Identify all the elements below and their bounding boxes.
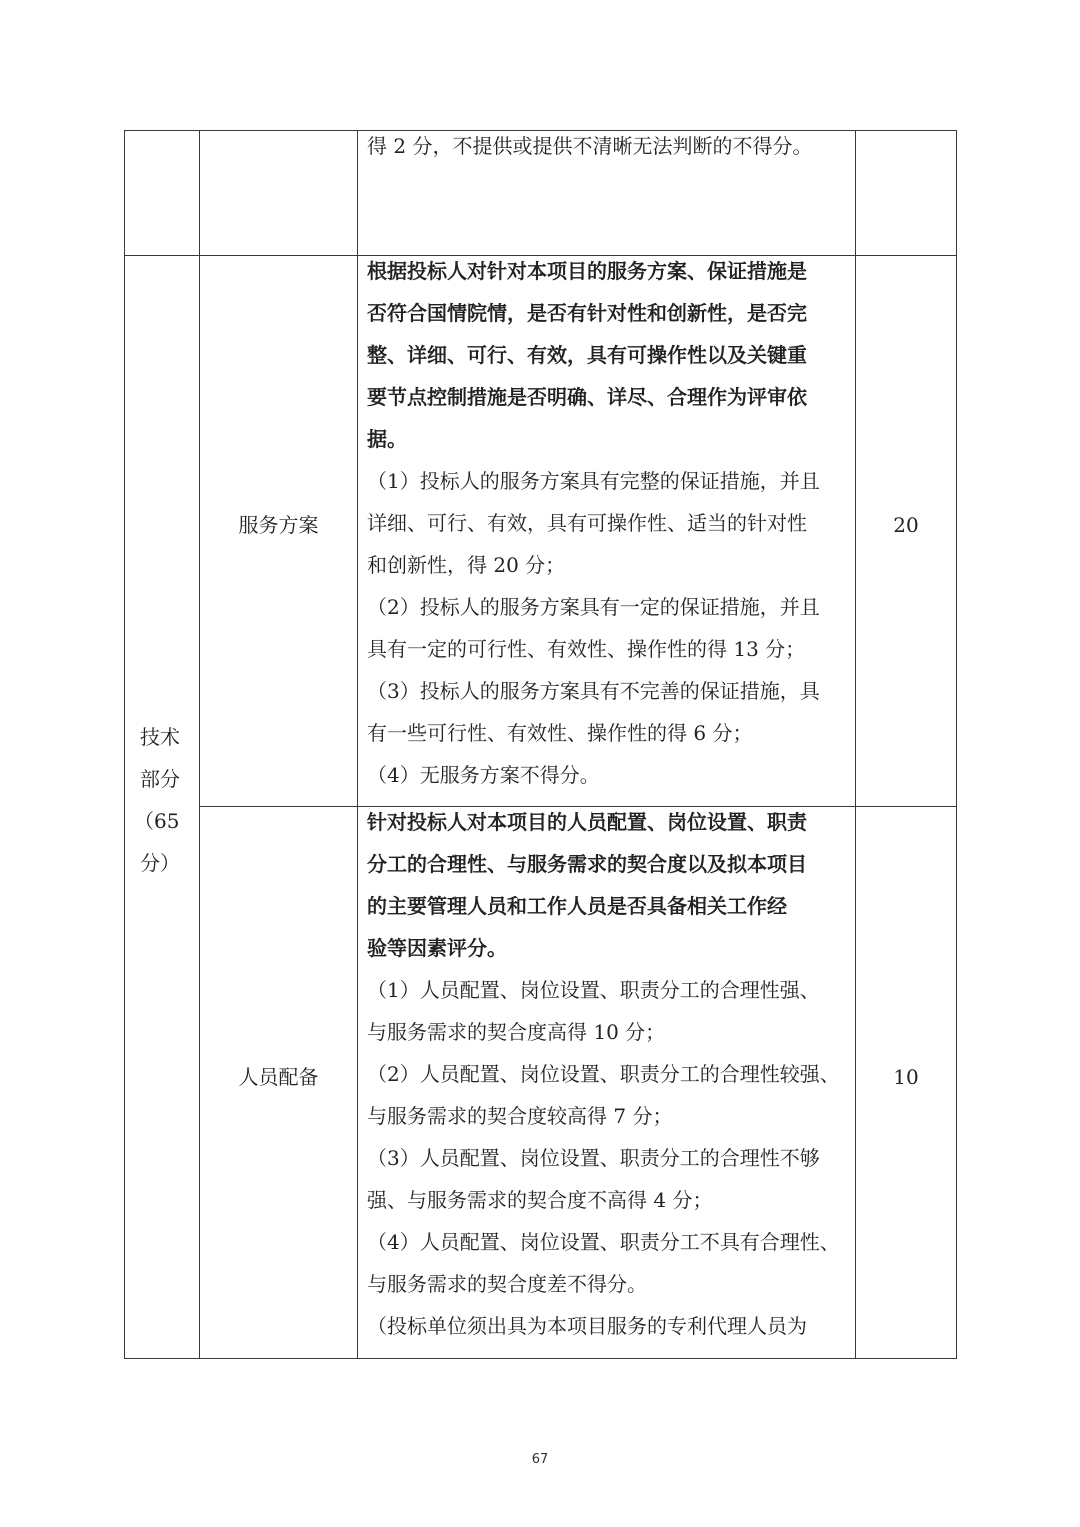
criteria-line: 和创新性，得 20 分； [367,553,566,577]
criteria-line: 与服务需求的契合度差不得分。 [367,1272,647,1296]
item-name-service-plan: 服务方案 [238,513,319,537]
table-border-left [124,130,125,1359]
criteria-line: 与服务需求的契合度高得 10 分； [367,1020,666,1044]
criteria-line: （投标单位须出具为本项目服务的专利代理人员为 [367,1314,807,1338]
category-text-line: 技术 [140,725,180,749]
category-text-line: 分） [140,851,180,875]
criteria-line: （3）投标人的服务方案具有不完善的保证措施，具 [367,679,820,703]
page-number: 67 [531,1452,549,1467]
criteria-bold-line: 否符合国情院情，是否有针对性和创新性，是否完 [367,301,807,325]
criteria-bold-line: 要节点控制措施是否明确、详尽、合理作为评审依 [367,385,807,409]
criteria-line: 具有一定的可行性、有效性、操作性的得 13 分； [367,637,806,661]
criteria-bold-line: 根据投标人对针对本项目的服务方案、保证措施是 [367,259,807,283]
criteria-bold-line: 的主要管理人员和工作人员是否具备相关工作经 [367,894,787,918]
criteria-bold-line: 整、详细、可行、有效，具有可操作性以及关键重 [367,343,807,367]
criteria-bold-line: 分工的合理性、与服务需求的契合度以及拟本项目 [367,852,807,876]
criteria-bold-line: 据。 [367,427,407,451]
criteria-line: 详细、可行、有效，具有可操作性、适当的针对性 [367,511,807,535]
criteria-line: （2）投标人的服务方案具有一定的保证措施，并且 [367,595,820,619]
column-divider-1 [199,130,200,1359]
category-text-line: （65 [134,809,180,833]
category-text-line: 部分 [140,767,180,791]
criteria-line: 强、与服务需求的契合度不高得 4 分； [367,1188,713,1212]
top-row-criteria [367,125,851,167]
score-service-plan: 20 [893,513,919,537]
score-staffing: 10 [893,1065,919,1089]
criteria-line: 得 2 分，不提供或提供不清晰无法判断的不得分。 [367,134,813,158]
item-name-staffing: 人员配备 [238,1065,319,1089]
criteria-line: （4）无服务方案不得分。 [367,763,600,787]
criteria-line: 与服务需求的契合度较高得 7 分； [367,1104,673,1128]
column-divider-2 [357,130,358,1359]
criteria-staffing [367,801,851,1347]
criteria-line: （1）投标人的服务方案具有完整的保证措施，并且 [367,469,820,493]
column-divider-3 [855,130,856,1359]
criteria-bold-line: 验等因素评分。 [367,936,507,960]
criteria-line: （4）人员配置、岗位设置、职责分工不具有合理性、 [367,1230,840,1254]
criteria-line: （3）人员配置、岗位设置、职责分工的合理性不够 [367,1146,820,1170]
criteria-service-plan [367,250,851,796]
criteria-line: （2）人员配置、岗位设置、职责分工的合理性较强、 [367,1062,840,1086]
criteria-bold-line: 针对投标人对本项目的人员配置、岗位设置、职责 [367,810,807,834]
table-border-right [956,130,957,1359]
criteria-line: （1）人员配置、岗位设置、职责分工的合理性强、 [367,978,820,1002]
table-border-bottom [124,1358,957,1359]
criteria-line: 有一些可行性、有效性、操作性的得 6 分； [367,721,753,745]
